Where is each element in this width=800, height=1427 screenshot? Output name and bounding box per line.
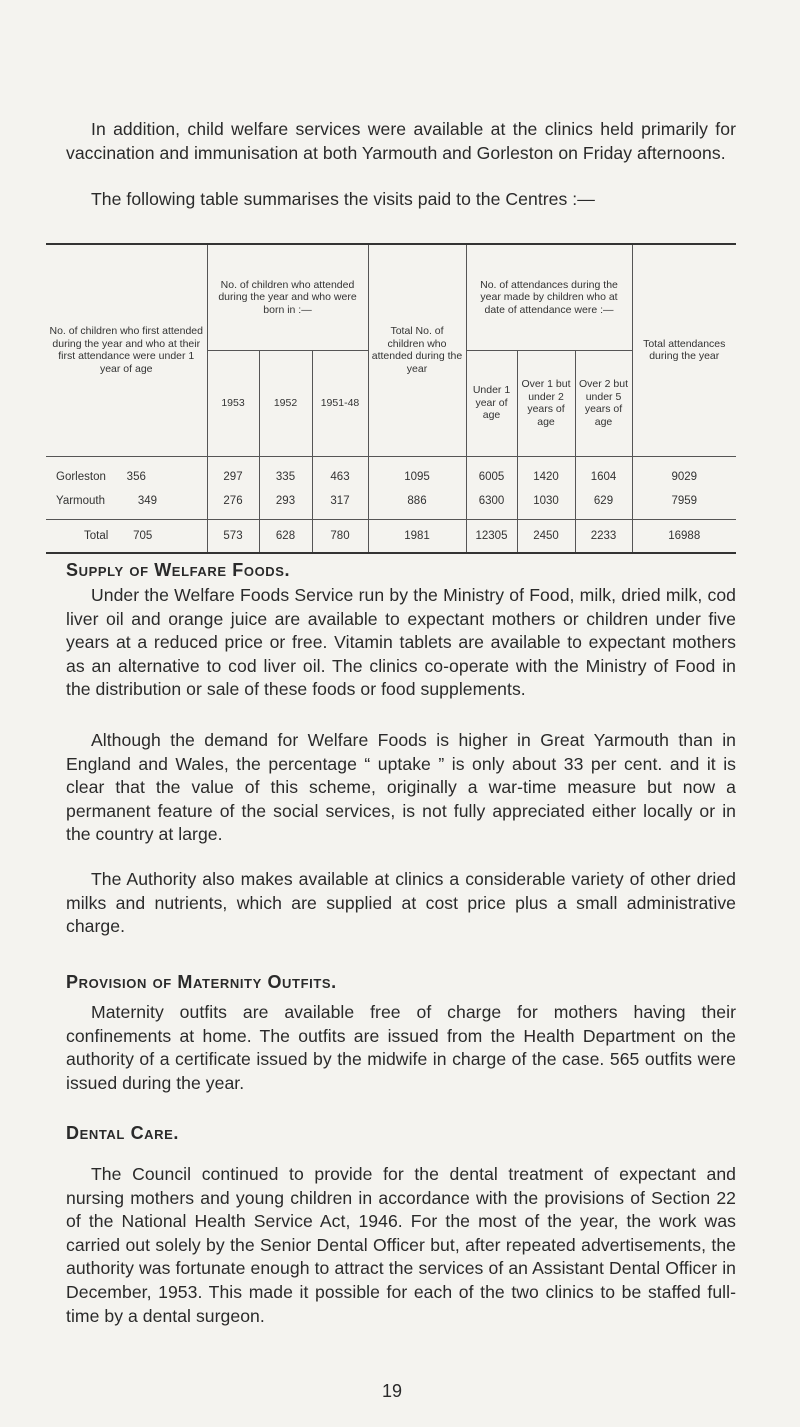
row-over-1: 1420 (517, 456, 575, 489)
row-total-attendances: 16988 (632, 519, 736, 553)
table-intro-paragraph: The following table summarises the visits paid to the Centres :— (91, 189, 595, 209)
row-over-1: 1030 (517, 489, 575, 520)
row-over-2: 1604 (575, 456, 632, 489)
row-first-attended: 356 (126, 470, 146, 483)
table-row-yarmouth (46, 489, 736, 520)
maternity-outfits-paragraph: Maternity outfits are available free of charge for mothers having their confinements at home. The outfits are issued from the Health Department on the authority of a certificate issued by the midwife in charge of the case. 565 outfits were issued during the year. (66, 1002, 736, 1093)
maternity-outfits-heading: Provision of Maternity Outfits. (66, 972, 337, 992)
row-under-1: 6300 (466, 489, 517, 520)
header-over-1-under-2: Over 1 but under 2 years of age (517, 350, 575, 456)
table-row-total (46, 519, 736, 553)
welfare-foods-paragraph-2: Although the demand for Welfare Foods is higher in Great Yarmouth than in England and Wales, the percentage “ uptake ” is only about 33 per cent. and it is clear that the value of this scheme, originally a war-time measure but now a permanent feature of the social services, is not fully appreciated either locally or in the country at large. (66, 730, 736, 845)
row-place: Gorleston (56, 470, 106, 483)
row-under-1: 6005 (466, 456, 517, 489)
table-row-gorleston (46, 456, 736, 489)
visits-table-container (46, 243, 736, 554)
row-over-2: 2233 (575, 519, 632, 553)
row-born-1953: 573 (207, 519, 259, 553)
row-born-1953: 297 (207, 456, 259, 489)
row-born-1953: 276 (207, 489, 259, 520)
header-over-2-under-5: Over 2 but under 5 years of age (575, 350, 632, 456)
visits-summary-table (46, 243, 736, 554)
intro-paragraph: In addition, child welfare services were available at the clinics held primarily for vaccination and immunisation at both Yarmouth and Gorleston on Friday afternoons. (66, 119, 736, 163)
header-under-1-year: Under 1 year of age (466, 350, 517, 456)
row-born-1952: 628 (259, 519, 312, 553)
welfare-foods-paragraph-3: The Authority also makes available at clinics a considerable variety of other dried milks and nutrients, which are supplied at cost price plus a small administrative charge. (66, 869, 736, 937)
welfare-foods-paragraph-1: Under the Welfare Foods Service run by the Ministry of Food, milk, dried milk, cod liver oil and orange juice are available to expectant mothers or children under five years at a reduced price or free. Vitamin tablets are available to expectant mothers as an alternative to cod liver oil. The clinics co-operate with the Ministry of Food in the distribution or sale of these foods or food supplements. (66, 585, 736, 700)
row-born-1951-48: 463 (312, 456, 368, 489)
header-attendances: No. of attendances during the year made by children who at date of attendance were :— (466, 244, 632, 350)
header-year-1951-48: 1951-48 (312, 350, 368, 456)
row-born-1951-48: 780 (312, 519, 368, 553)
row-total-attendances: 7959 (632, 489, 736, 520)
dental-care-heading: Dental Care. (66, 1123, 180, 1143)
dental-care-paragraph: The Council continued to provide for the dental treatment of expectant and nursing mothers and young children in accordance with the provisions of Section 22 of the National Health Service Act, 1946. For the most of the year, the work was carried out solely by the Senior Dental Officer but, after repeated advertisements, the authority was fortunate enough to attract the services of an Assistant Dental Officer in December, 1953. This made it possible for each of the two clinics to be staffed full-time by a dental surgeon. (66, 1164, 736, 1326)
row-first-attended: 705 (133, 529, 153, 542)
row-born-1952: 293 (259, 489, 312, 520)
row-total-attendances: 9029 (632, 456, 736, 489)
header-year-1952: 1952 (259, 350, 312, 456)
header-total-children: Total No. of children who attended during the year (368, 244, 466, 456)
page-number: 19 (382, 1381, 403, 1401)
row-total-children: 1981 (368, 519, 466, 553)
row-born-1952: 335 (259, 456, 312, 489)
welfare-foods-heading: Supply of Welfare Foods. (66, 560, 291, 580)
header-born-in: No. of children who attended during the year and who were born in :— (207, 244, 368, 350)
row-under-1: 12305 (466, 519, 517, 553)
header-total-attendances: Total attendances during the year (632, 244, 736, 456)
header-year-1953: 1953 (207, 350, 259, 456)
row-over-2: 629 (575, 489, 632, 520)
row-born-1951-48: 317 (312, 489, 368, 520)
row-place: Total (84, 529, 109, 542)
row-first-attended: 349 (137, 494, 158, 507)
header-first-attended: No. of children who first attended during the year and who at their first attendance were under 1 year of age (46, 244, 207, 456)
row-place: Yarmouth (56, 494, 106, 507)
row-total-children: 886 (368, 489, 466, 520)
row-over-1: 2450 (517, 519, 575, 553)
row-total-children: 1095 (368, 456, 466, 489)
